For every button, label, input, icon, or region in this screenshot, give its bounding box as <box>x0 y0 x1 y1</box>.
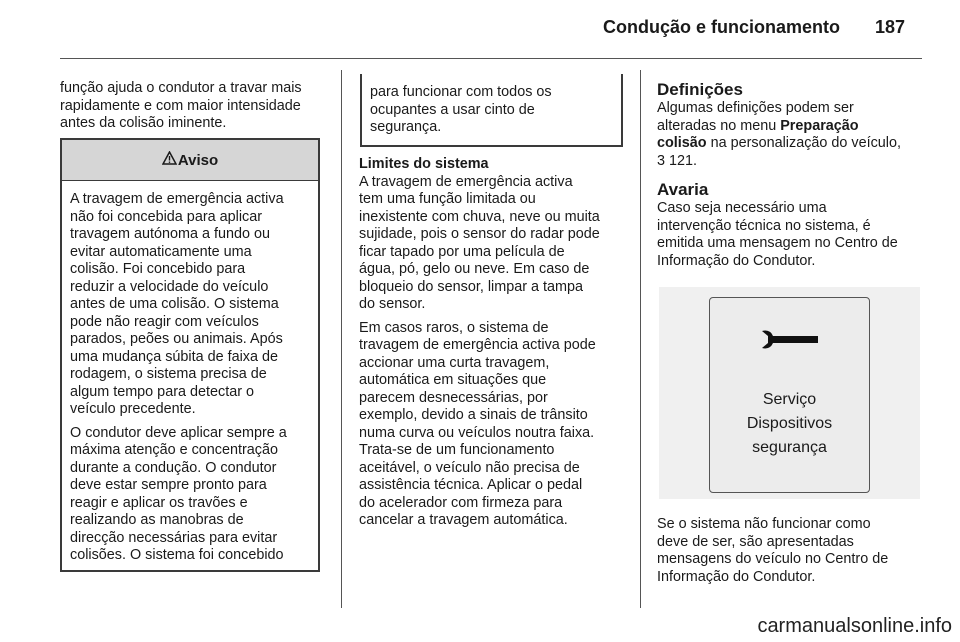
text-line: A travagem de emergência activa <box>70 191 284 207</box>
warning-box-continued <box>360 74 623 147</box>
text-line: para funcionar com todos os <box>370 84 552 100</box>
reference-page: 121. <box>665 152 698 169</box>
menu-name: colisão <box>657 135 707 151</box>
text-line: O condutor deve aplicar sempre a <box>70 424 287 441</box>
limits-heading: Limites do sistema <box>359 156 489 172</box>
text-line: água, pó, gelo ou neve. Em caso de <box>359 261 590 277</box>
header-divider <box>60 58 922 59</box>
text-line: pode não reagir com veículos <box>70 313 259 330</box>
display-message <box>710 388 869 460</box>
text-line: função ajuda o condutor a travar mais <box>60 80 302 96</box>
text-line: do sensor. <box>359 296 426 312</box>
column-2-text <box>359 156 600 536</box>
text-line: Trata-se de um funcionamento <box>359 442 555 458</box>
warning-title: Aviso <box>177 151 219 169</box>
section-title: Condução e funcionamento <box>602 17 840 37</box>
wrench-icon <box>760 328 820 352</box>
text-line: colisões. O sistema foi concebido <box>70 547 284 563</box>
column-3-after-text <box>657 516 888 586</box>
text-line: ficar tapado por uma película de <box>359 243 565 260</box>
text-line: numa curva ou veículos noutra faixa. <box>359 424 595 441</box>
text-line: emitida uma mensagem no Centro de <box>657 235 898 251</box>
text-line <box>657 118 901 136</box>
fault-paragraph <box>657 200 901 270</box>
page-reference <box>657 153 901 171</box>
warning-body <box>62 181 318 565</box>
text-line: uma mudança súbita de faixa de <box>70 348 278 365</box>
text-line: evitar automaticamente uma <box>70 243 252 260</box>
text-line: antes da colisão iminente. <box>60 115 227 131</box>
driver-info-display-illustration <box>659 287 920 499</box>
text-line: accionar uma curta travagem, <box>359 354 550 371</box>
text-line: aceitável, o veículo não precisa de <box>359 459 580 476</box>
text-line: não foi concebida para aplicar <box>70 208 263 225</box>
text-line: durante a condução. O condutor <box>70 459 277 476</box>
watermark: carmanualsonline.info <box>757 615 952 637</box>
display-line: Dispositivos <box>746 415 833 432</box>
text-line <box>657 135 901 153</box>
text-line: do acelerador com firmeza para <box>359 494 563 511</box>
text-line: travagem de emergência activa pode <box>359 337 596 353</box>
text-line: Caso seja necessário uma <box>657 200 827 216</box>
limits-paragraph-1 <box>359 174 600 314</box>
text-line: deve de ser, são apresentadas <box>657 533 854 550</box>
reference-arrow-icon: 3 <box>657 152 666 169</box>
text-line: deve estar sempre pronto para <box>70 477 267 493</box>
limits-paragraph-2 <box>359 320 600 530</box>
text-line: exemplo, devido a sinais de trânsito <box>359 407 588 423</box>
text-line: antes de uma colisão. O sistema <box>70 296 279 312</box>
text-line: Informação do Condutor. <box>657 252 816 269</box>
text-line: direcção necessárias para evitar <box>70 529 278 546</box>
text-line: cancelar a travagem automática. <box>359 512 568 528</box>
display-line: Serviço <box>762 391 817 408</box>
text-line: sujidade, pois o sensor do radar pode <box>359 226 600 242</box>
warning-paragraph-2 <box>70 425 310 565</box>
fault-heading: Avaria <box>657 180 709 199</box>
text-line: tem uma função limitada ou <box>359 191 536 207</box>
text-line: rodagem, o sistema precisa de <box>70 366 267 382</box>
settings-heading: Definições <box>657 80 743 99</box>
display-line: segurança <box>752 439 827 456</box>
text-line: Informação do Condutor. <box>657 568 816 585</box>
text-line: intervenção técnica no sistema, é <box>657 217 871 234</box>
text-line: inexistente com chuva, neve ou muita <box>359 208 600 225</box>
text-run: alteradas no menu <box>657 117 781 134</box>
text-line: mensagens do veículo no Centro de <box>657 551 889 567</box>
text-line: parados, peões ou animais. Após <box>70 331 283 347</box>
text-line: travagem autónoma a fundo ou <box>70 226 271 242</box>
column-1-intro <box>60 80 302 133</box>
text-line: ocupantes a usar cinto de <box>370 101 535 118</box>
settings-paragraph <box>657 100 901 170</box>
text-line: bloqueio do sensor, limpar a tampa <box>359 278 583 295</box>
warning-header <box>62 140 318 181</box>
warning-triangle-icon <box>162 151 177 169</box>
column-divider-1 <box>341 70 342 608</box>
text-line: reagir e aplicar os travões e <box>70 494 248 511</box>
page-number: 187 <box>875 17 906 37</box>
text-line: assistência técnica. Aplicar o pedal <box>359 477 583 493</box>
text-line: rapidamente e com maior intensidade <box>60 97 301 114</box>
text-line: parecem desnecessárias, por <box>359 389 548 406</box>
text-line: algum tempo para detectar o <box>70 383 254 400</box>
text-line: A travagem de emergência activa <box>359 173 573 190</box>
display-screen <box>709 297 870 493</box>
text-line: veículo precedente. <box>70 401 196 417</box>
text-line: reduzir a velocidade do veículo <box>70 278 269 295</box>
menu-name: Preparação <box>780 117 859 134</box>
warning-paragraph-1 <box>70 191 310 419</box>
text-line: Em casos raros, o sistema de <box>359 319 549 336</box>
warning-box <box>60 138 320 572</box>
column-3-text <box>657 80 901 276</box>
text-line: realizando as manobras de <box>70 512 244 528</box>
text-line: Algumas definições podem ser <box>657 100 854 116</box>
text-line: Se o sistema não funcionar como <box>657 516 871 532</box>
text-line: automática em situações que <box>359 372 547 388</box>
text-line: segurança. <box>370 119 442 135</box>
column-divider-2 <box>640 70 641 608</box>
text-run: na personalização do veículo, <box>706 135 901 151</box>
text-line: máxima atenção e concentração <box>70 442 278 458</box>
text-line: colisão. Foi concebido para <box>70 261 246 277</box>
